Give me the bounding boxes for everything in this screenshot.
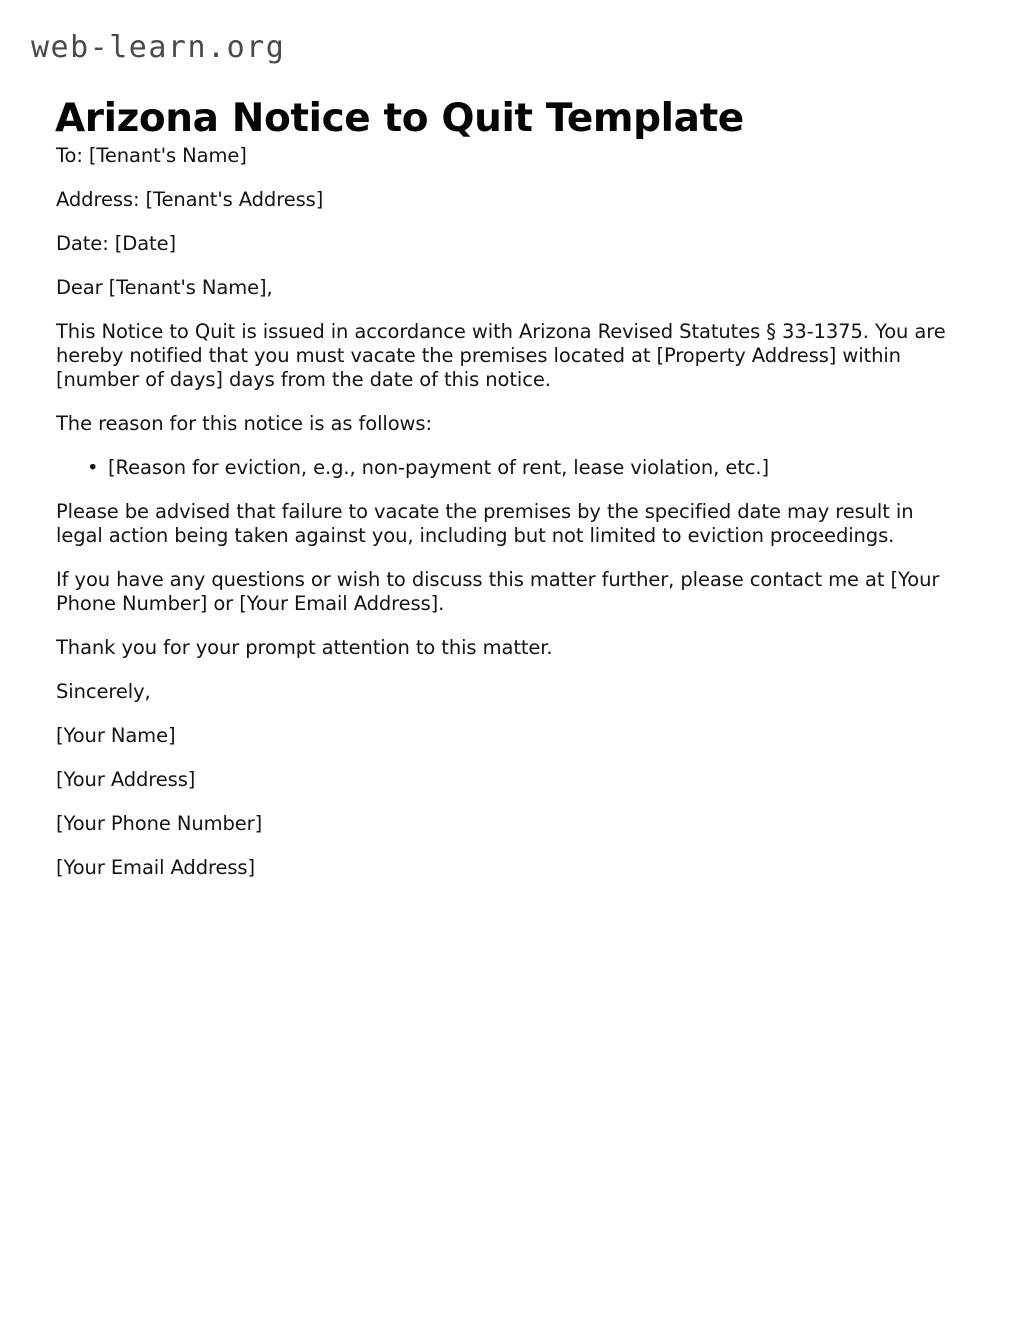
- bullet-icon: •: [87, 456, 99, 479]
- reason-item-text: [Reason for eviction, e.g., non-payment of rent, lease violation, etc.]: [108, 456, 770, 479]
- sender-email: [Your Email Address]: [56, 856, 255, 879]
- notice-paragraph: This Notice to Quit is issued in accordance with Arizona Revised Statutes § 33-1375. You are hereby notified that you must vacate the premises located at [Property Address] within [number of days] days from the date of this notice.: [56, 320, 946, 391]
- salutation: Dear [Tenant's Name],: [56, 276, 273, 299]
- sender-address: [Your Address]: [56, 768, 196, 791]
- page-title: Arizona Notice to Quit Template: [55, 96, 744, 142]
- signature-block: [56, 680, 946, 880]
- recipient-to-line: To: [Tenant's Name]: [56, 144, 247, 167]
- document-body: [56, 144, 946, 880]
- recipient-address-line: Address: [Tenant's Address]: [56, 188, 324, 211]
- thanks-paragraph: Thank you for your prompt attention to this matter.: [56, 636, 553, 659]
- warning-paragraph: Please be advised that failure to vacate the premises by the specified date may result in legal action being taken against you, including but not limited to eviction proceedings.: [56, 500, 914, 547]
- reason-list: [56, 456, 946, 480]
- site-watermark: web-learn.org: [31, 30, 286, 65]
- sender-phone: [Your Phone Number]: [56, 812, 263, 835]
- notice-date-line: Date: [Date]: [56, 232, 176, 255]
- sign-off: Sincerely,: [56, 680, 151, 703]
- reason-intro: The reason for this notice is as follows:: [56, 412, 432, 435]
- contact-paragraph: If you have any questions or wish to discuss this matter further, please contact me at [Your Phone Number] or [Your Email Address].: [56, 568, 940, 615]
- list-item: [87, 456, 946, 480]
- sender-name: [Your Name]: [56, 724, 176, 747]
